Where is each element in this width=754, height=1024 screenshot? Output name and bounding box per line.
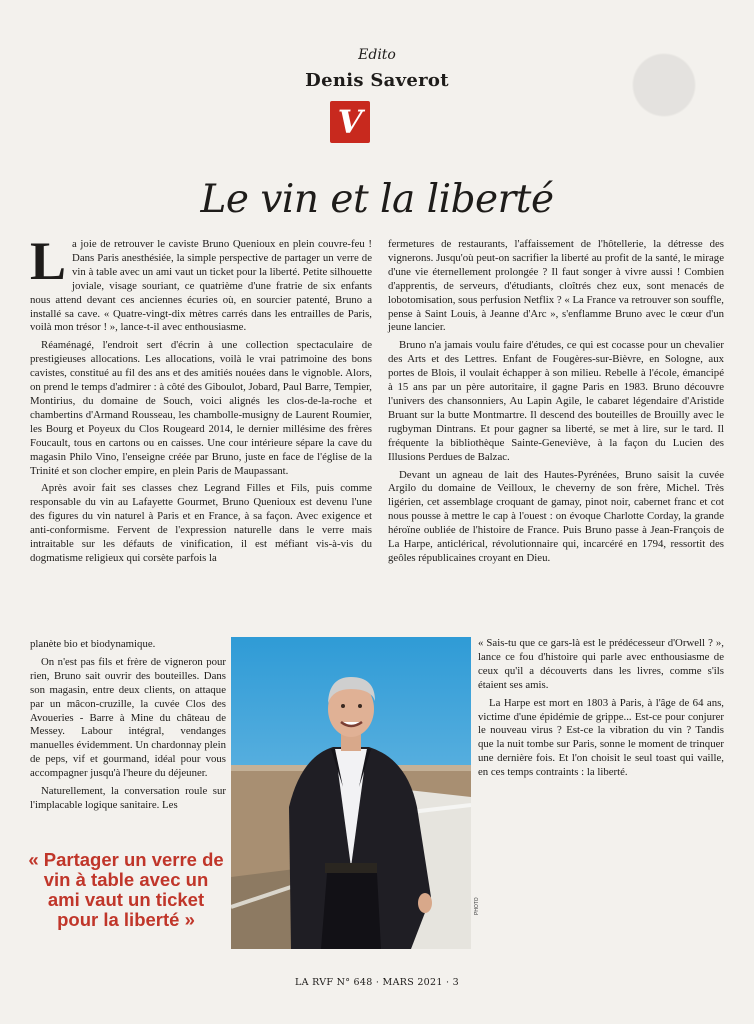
photo-credit: PHOTO: [474, 897, 480, 915]
paragraph: fermetures de restaurants, l'affaissement de l'hôtellerie, la détresse des vignerons. Jusqu'où peut-on sacrifier la liberté au profit de la santé, le mirage d'une vie éternellement prolongée ? Il faut songer à vivre aussi ! Combien d'apprentis, de serveurs, d'étudiants, cloîtrés chez eux, sont menacés de lobotomisation, sous perfusion Netflix ? « La France va retrouver son souffle, pense à Saint Louis, à Jeanne d'Arc », s'enflamme Bruno avec le cœur d'un jeune lancier.: [388, 238, 724, 334]
column-right-top: [388, 238, 724, 570]
section-kicker: Edito: [358, 47, 396, 63]
paragraph: La Harpe est mort en 1803 à Paris, à l'âge de 64 ans, victime d'une épidémie de grippe... Est-ce pour conjurer le nouveau virus ? Est-ce la vibration du vin ? Tandis que la nuit tombe sur Paris, sonne le moment de trinquer une dernière fois. Et l'on choisit le seul toast qui vaille, en ces temps contraints : la liberté.: [478, 696, 724, 779]
column-left-bottom: [30, 638, 226, 817]
paragraph: Réaménagé, l'endroit sert d'écrin à une collection spectaculaire de prestigieuses allocations. Les allocations, voilà le vrai patrimoine des bons cavistes, constitué au fil des ans et des amitiés nouées dans le vignoble. Alors, on prend le temps d'admirer : à côté des Giboulot, Jobard, Paul Barre, Tempier, Montirius, du domaine de Souch, voici alignés les clos-de-la-roche et chambertins d'Armand Rousseau, les chambolle-musigny de Laurent Roumier, les Bourg et Poyeux du Clos Rougeard 2014, le dernier millésime des frères Foucault, tous en cartons ou en caisses. Une cour intérieure sépare la cave du magasin Philo Vino, l'enseigne créée par Bruno, juste en face de l'église de la Trinité et son clocher empire, en plein Paris de Maupassant.: [30, 339, 372, 477]
paragraph-text: a joie de retrouver le caviste Bruno Quenioux en plein couvre-feu ! Dans Paris anesthésiée, la simple perspective de partager un verre de vin à table avec un ami vaut un ticket pour la liberté. Petite silhouette joviale, visage souriant, ce quatrième d'une fratrie de six enfants nous attend devant ces anciennes écuries où, en sourcier patenté, Bruno a installé sa cave. « Quatre-vingt-dix mètres carrés dans les entrailles de Paris, voilà mon trésor ! », lance-t-il avec enthousiasme.: [30, 238, 372, 334]
paragraph: « Sais-tu que ce gars-là est le prédécesseur d'Orwell ? », lance ce fou d'histoire qui parle avec enthousiasme de ceux qu'il a découverts dans les livres, comme s'ils étaient ses amis.: [478, 637, 724, 691]
portrait-photo: [231, 637, 471, 949]
paragraph: Naturellement, la conversation roule sur l'implacable logique sanitaire. Les: [30, 785, 226, 811]
paragraph: Bruno n'a jamais voulu faire d'études, ce qui est cocasse pour un chevalier des Arts et des Lettres. Enfant de Fougères-sur-Bièvre, en Sologne, aux portes de Blois, il voulait échapper à son milieu. Rebelle à l'école, émancipé à 15 ans par un père autoritaire, il gagne Paris en 1983. Bruno découvre l'univers des chansonniers, Au Lapin Agile, le cabaret légendaire d'Aristide Bruant sur la butte Montmartre. Il descend des bouteilles de Brouilly avec le rugbyman Dintrans. Et pour gagner sa liberté, se met à lire, sur le tard. Il fréquente la bibliothèque Sainte-Geneviève, à la façon du Lucien des Illusions Perdues de Balzac.: [388, 339, 724, 463]
page-folio: LA RVF N° 648 · MARS 2021 · 3: [295, 977, 459, 988]
pull-quote: « Partager un verre de vin à table avec un ami vaut un ticket pour la liberté »: [28, 849, 224, 930]
portrait-illustration: [231, 637, 471, 949]
magazine-logo: [330, 101, 370, 143]
column-right-bottom: [478, 637, 724, 784]
paragraph: Devant un agneau de lait des Hautes-Pyrénées, Bruno saisit la cuvée Argilo du domaine de Veilloux, le cheverny de son frère, Michel. Très ligérien, cet assemblage croquant de gamay, pinot noir, cabernet franc et cot nous pousse à mettre le cap à l'ouest : on évoque Charlotte Corday, la grande héroïne oubliée de l'histoire de France. Puis Bruno passe à Jean-François de La Harpe, anticlérical, révolutionnaire qui, incarcéré en 1794, ressortit des geôles républicaines croyant en Dieu.: [388, 468, 724, 564]
paragraph: Après avoir fait ses classes chez Legrand Filles et Fils, puis comme responsable du vin au Lafayette Gourmet, Bruno Quenioux est devenu l'une des figures du vin naturel à Paris et en France, à sa façon. Avec exigence et anti-conformisme. Fervent de l'expression naturelle dans le verre mais intraitable sur les défauts de vinification, il est méfiant vis-à-vis du dogmatisme religieux qui corsète parfois la: [30, 482, 372, 564]
drop-cap: L: [30, 231, 67, 291]
column-left-top: [30, 231, 372, 570]
author-name: Denis Saverot: [305, 70, 449, 91]
paragraph: [30, 231, 372, 335]
paragraph: On n'est pas fils et frère de vigneron pour rien, Bruno sait ouvrir des bouteilles. Dans son magasin, entre deux clients, on attaque par un mâcon-cruzille, la cuvée Clos des Avoueries - Barre à Mine du château de Messey. Labour intégral, vendanges manuelles évidemment. Un chardonnay plein de peps, vif et gourmand, idéal pour vous accompagner jusqu'à l'heure du déjeuner.: [30, 655, 226, 780]
logo-letter: V: [337, 103, 363, 141]
paragraph: planète bio et biodynamique.: [30, 638, 156, 650]
article-headline: Le vin et la liberté: [200, 177, 554, 222]
